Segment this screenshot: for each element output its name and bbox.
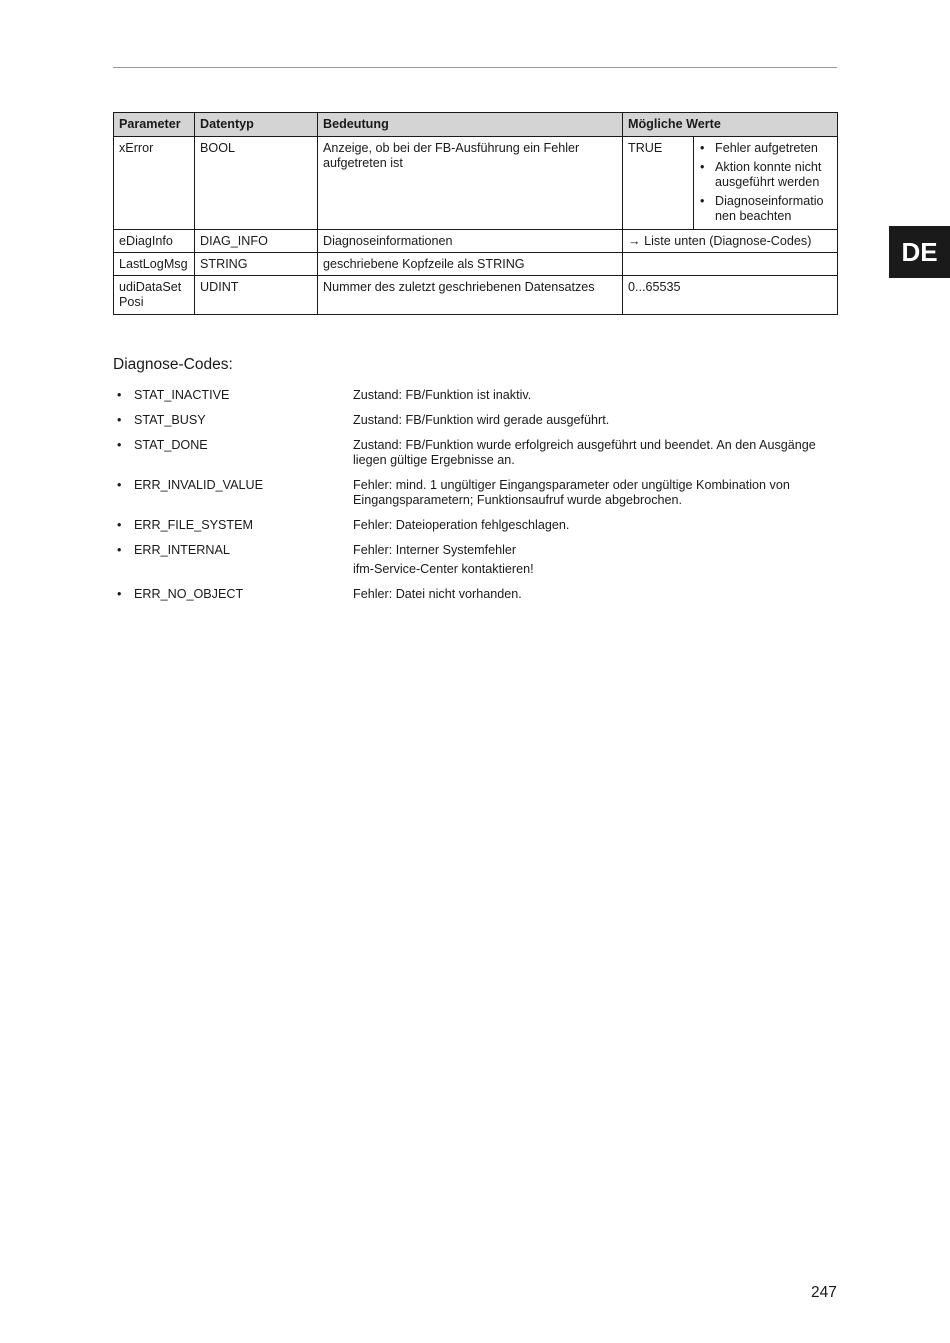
bullet-icon: • bbox=[117, 478, 122, 492]
list-item bbox=[113, 478, 837, 508]
code-name: ERR_FILE_SYSTEM bbox=[134, 518, 253, 532]
table-row bbox=[114, 137, 838, 230]
code-name: ERR_INTERNAL bbox=[134, 543, 230, 557]
cell-value-notes bbox=[694, 137, 838, 230]
diagnose-code-list bbox=[113, 388, 837, 612]
table-row bbox=[114, 230, 838, 253]
section-heading: Diagnose-Codes: bbox=[113, 356, 233, 373]
cell-meaning: geschriebene Kopfzeile als STRING bbox=[318, 253, 623, 276]
cell-type: DIAG_INFO bbox=[195, 230, 318, 253]
cell-type: STRING bbox=[195, 253, 318, 276]
cell-value: TRUE bbox=[623, 137, 694, 230]
table-row bbox=[114, 276, 838, 315]
list-item: • Aktion konnte nicht ausgeführt werden bbox=[699, 160, 832, 190]
code-name: STAT_DONE bbox=[134, 438, 208, 452]
parameter-table bbox=[113, 112, 838, 315]
bullet-icon: • bbox=[117, 543, 122, 557]
code-description-text: Fehler: Interner Systemfehler bbox=[353, 543, 517, 557]
cell-param: eDiagInfo bbox=[114, 230, 195, 253]
cell-meaning: Nummer des zuletzt geschriebenen Datensatzes bbox=[318, 276, 623, 315]
header-datentyp: Datentyp bbox=[195, 113, 318, 137]
cell-type: BOOL bbox=[195, 137, 318, 230]
cell-param: xError bbox=[114, 137, 195, 230]
list-item bbox=[113, 518, 837, 533]
list-item bbox=[113, 438, 837, 468]
code-description: Zustand: FB/Funktion wird gerade ausgeführt. bbox=[353, 413, 610, 427]
table-header-row bbox=[114, 113, 838, 137]
header-bedeutung: Bedeutung bbox=[318, 113, 623, 137]
list-item: • Fehler aufgetreten bbox=[699, 141, 832, 156]
list-item bbox=[113, 388, 837, 403]
cell-value: 0...65535 bbox=[623, 276, 838, 315]
header-moegliche-werte: Mögliche Werte bbox=[623, 113, 838, 137]
cell-value: → Liste unten (Diagnose-Codes) bbox=[623, 230, 838, 253]
page-number: 247 bbox=[811, 1284, 837, 1301]
code-description-note: ifm-Service-Center kontaktieren! bbox=[353, 562, 534, 576]
code-description bbox=[353, 543, 837, 577]
bullet-icon: • bbox=[117, 518, 122, 532]
header-parameter: Parameter bbox=[114, 113, 195, 137]
list-item bbox=[113, 587, 837, 602]
code-description: Zustand: FB/Funktion ist inaktiv. bbox=[353, 388, 532, 402]
code-description: Fehler: mind. 1 ungültiger Eingangsparameter oder ungültige Kombination von Eingangsparametern; Funktionsaufruf wurde abgebrochen. bbox=[353, 478, 790, 507]
header-rule bbox=[113, 67, 837, 68]
code-name: ERR_NO_OBJECT bbox=[134, 587, 244, 601]
bullet-icon: • bbox=[117, 438, 122, 452]
code-description: Fehler: Dateioperation fehlgeschlagen. bbox=[353, 518, 570, 532]
code-name: ERR_INVALID_VALUE bbox=[134, 478, 264, 492]
bullet-icon: • bbox=[117, 587, 122, 601]
bullet-icon: • bbox=[117, 413, 122, 427]
list-item: • Diagnoseinformatio nen beachten bbox=[699, 194, 832, 224]
cell-type: UDINT bbox=[195, 276, 318, 315]
cell-param: udiDataSet Posi bbox=[114, 276, 195, 315]
cell-meaning: Diagnoseinformationen bbox=[318, 230, 623, 253]
table-row bbox=[114, 253, 838, 276]
cell-param: LastLogMsg bbox=[114, 253, 195, 276]
list-item bbox=[113, 543, 837, 577]
language-tab: DE bbox=[889, 226, 950, 278]
bullet-icon: • bbox=[117, 388, 122, 402]
code-name: STAT_BUSY bbox=[134, 413, 206, 427]
code-description: Fehler: Datei nicht vorhanden. bbox=[353, 587, 522, 601]
cell-value bbox=[623, 253, 838, 276]
code-description: Zustand: FB/Funktion wurde erfolgreich ausgeführt und beendet. An den Ausgänge liegen gültige Ergebnisse an. bbox=[353, 438, 816, 467]
code-name: STAT_INACTIVE bbox=[134, 388, 230, 402]
list-item bbox=[113, 413, 837, 428]
cell-meaning: Anzeige, ob bei der FB-Ausführung ein Fehler aufgetreten ist bbox=[318, 137, 623, 230]
